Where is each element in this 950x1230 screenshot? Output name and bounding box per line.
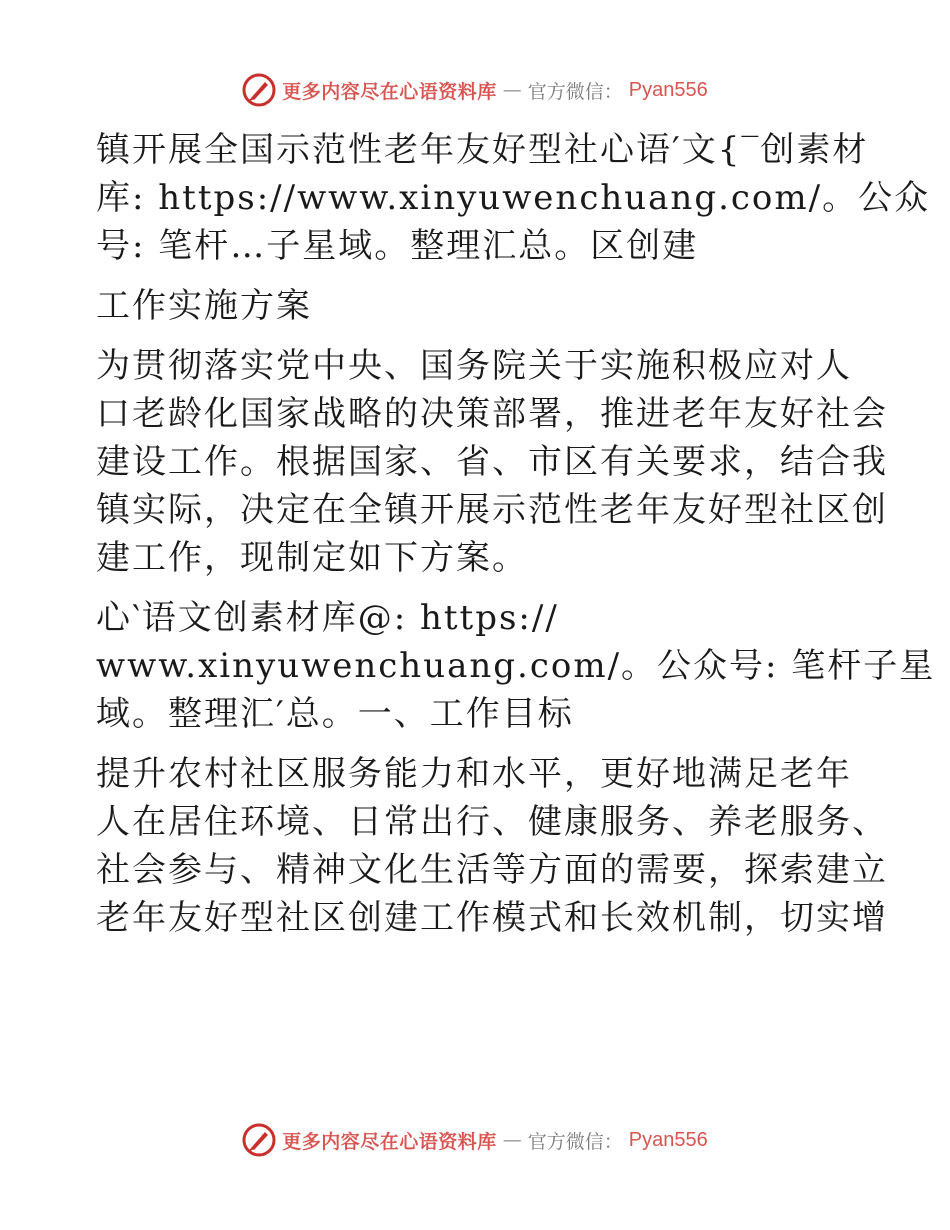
text-line: 建设工作。根据国家、省、市区有关要求，结合我 — [96, 442, 888, 482]
section-title — [96, 282, 856, 330]
header-banner — [0, 70, 950, 110]
text-line: www.xinyuwenchuang.com/。公众号: 笔杆子星 — [96, 646, 936, 686]
text-line: 工作实施方案 — [96, 286, 312, 326]
text-line: 老年友好型社区创建工作模式和长效机制，切实增 — [96, 898, 888, 938]
official-wechat-label: 官方微信： — [527, 1130, 623, 1153]
quill-pen-logo-icon — [242, 73, 276, 107]
quill-pen-logo-icon — [242, 1123, 276, 1157]
banner-separator: — — [502, 79, 522, 101]
site-name: 更多内容尽在心语资料库 — [282, 80, 497, 103]
text-line: 号: 笔杆…子星域。整理汇总。区创建 — [96, 226, 699, 266]
wechat-id: Pyan556 — [628, 1128, 708, 1151]
text-line: 建工作，现制定如下方案。 — [96, 538, 528, 578]
wechat-id: Pyan556 — [628, 78, 708, 101]
official-wechat-label: 官方微信： — [527, 80, 623, 103]
text-line: 库: https://www.xinyuwenchuang.com/。公众 — [96, 178, 931, 218]
paragraph — [96, 342, 888, 582]
text-line: 镇开展全国示范性老年友好型社心语′文{‾创素材 — [96, 130, 869, 170]
text-line: 口老龄化国家战略的决策部署，推进老年友好社会 — [96, 394, 888, 434]
paragraph — [96, 750, 888, 942]
text-line: 人在居住环境、日常出行、健康服务、养老服务、 — [96, 802, 888, 842]
text-line: 心‵语文创素材库@: https:// — [96, 598, 559, 638]
text-line: 为贯彻落实党中央、国务院关于实施积极应对人 — [96, 346, 852, 386]
document-body — [96, 126, 936, 954]
text-line: 提升农村社区服务能力和水平，更好地满足老年 — [96, 754, 852, 794]
text-line: 域。整理汇′总。一、工作目标 — [96, 694, 574, 734]
paragraph — [96, 594, 936, 738]
text-line: 社会参与、精神文化生活等方面的需要，探索建立 — [96, 850, 888, 890]
text-line: 镇实际，决定在全镇开展示范性老年友好型社区创 — [96, 490, 888, 530]
footer-banner — [0, 1120, 950, 1160]
site-name: 更多内容尽在心语资料库 — [282, 1130, 497, 1153]
banner-separator: — — [502, 1129, 522, 1151]
paragraph — [96, 126, 931, 270]
